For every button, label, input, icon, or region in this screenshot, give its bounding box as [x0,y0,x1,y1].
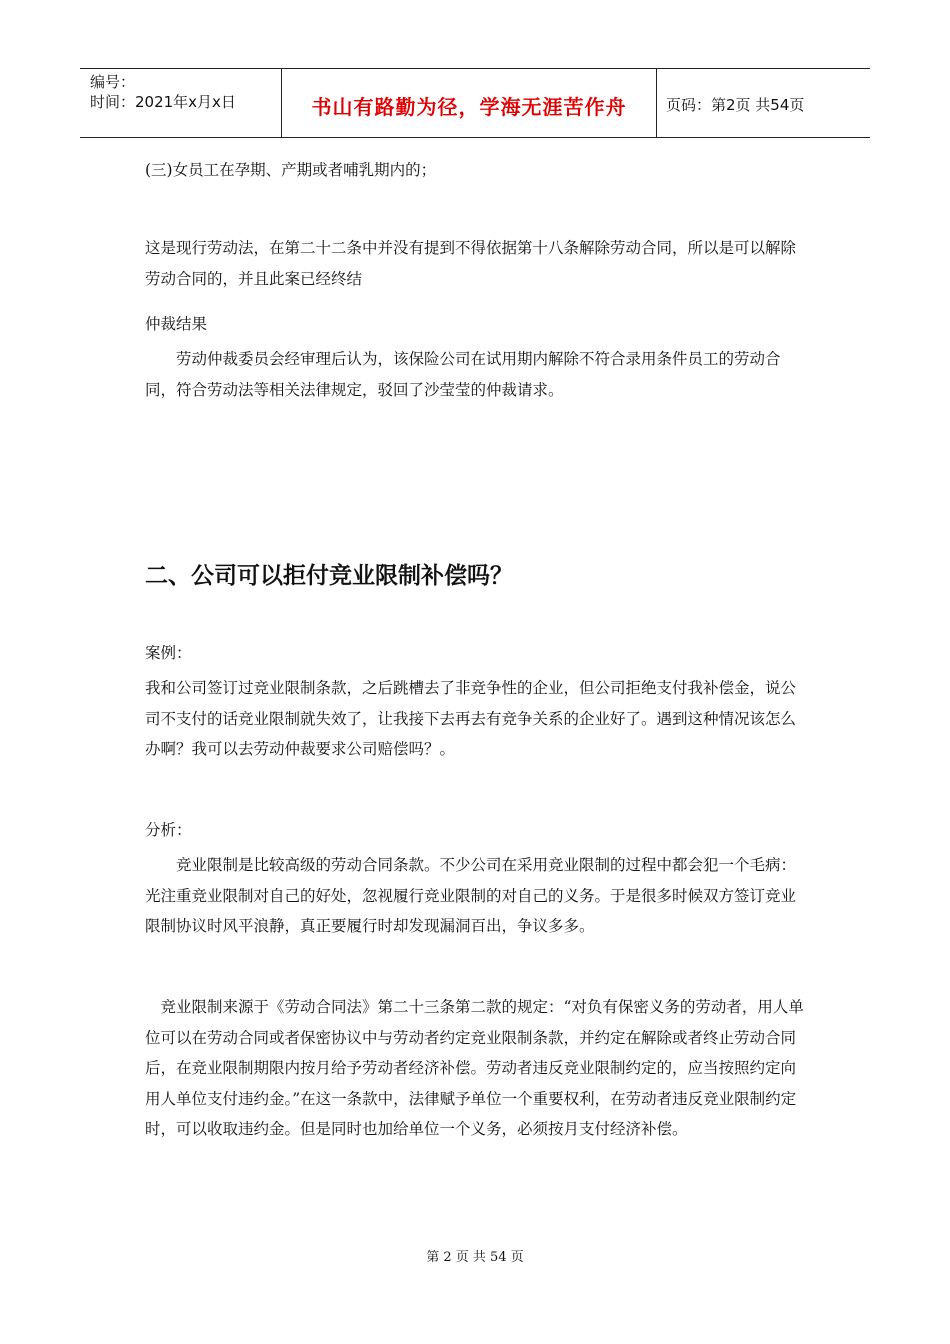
header-divider [656,69,657,137]
document-number-label: 编号： [90,73,136,91]
analysis-label: 分析： [145,821,192,839]
case-label: 案例： [145,644,192,662]
paragraph-labor-law: 这是现行劳动法，在第二十二条中并没有提到不得依据第十八条解除劳动合同，所以是可以解除劳动合同的，并且此案已经终结 [145,239,797,288]
section-heading: 二、公司可以拒付竞业限制补偿吗？ [145,563,513,589]
paragraph-case: 我和公司签订过竞业限制条款，之后跳槽去了非竞争性的企业，但公司拒绝支付我补偿金，说公司不支付的话竞业限制就失效了，让我接下去再去有竞争关系的企业好了。遇到这种情况该怎么办啊？我可以去劳动仲裁要求公司赔偿吗？。 [145,679,797,758]
page-footer: 第 2 页 共 54 页 [426,1250,524,1265]
header-motto: 书山有路勤为径，学海无涯苦作舟 [311,95,627,119]
paragraph-analysis: 竞业限制是比较高级的劳动合同条款。不少公司在采用竞业限制的过程中都会犯一个毛病：光注重竞业限制对自己的好处，忽视履行竞业限制的对自己的义务。于是很多时候双方签订竞业限制协议时风平浪静，真正要履行时却发现漏洞百出，争议多多。 [145,856,797,935]
page-header [80,68,870,138]
header-page-info: 页码：第2页 共54页 [666,96,805,114]
paragraph-arbitration-result: 劳动仲裁委员会经审理后认为，该保险公司在试用期内解除不符合录用条件员工的劳动合同，符合劳动法等相关法律规定，驳回了沙莹莹的仲裁请求。 [145,350,781,399]
arbitration-result-label: 仲裁结果 [145,315,208,333]
paragraph-female-employee: (三)女员工在孕期、产期或者哺乳期内的； [145,161,437,179]
paragraph-law-source: 竞业限制来源于《劳动合同法》第二十三条第二款的规定：“对负有保密义务的劳动者，用人单位可以在劳动合同或者保密协议中与劳动者约定竞业限制条款，并约定在解除或者终止劳动合同后，在竞业限制期限内按月给予劳动者经济补偿。劳动者违反竞业限制约定的，应当按照约定向用人单位支付违约金。”在这一条款中，法律赋予单位一个重要权利，在劳动者违反竞业限制约定时，可以收取违约金。但是同时也加给单位一个义务，必须按月支付经济补偿。 [145,998,804,1138]
document-time-label: 时间：2021年x月x日 [90,93,236,111]
